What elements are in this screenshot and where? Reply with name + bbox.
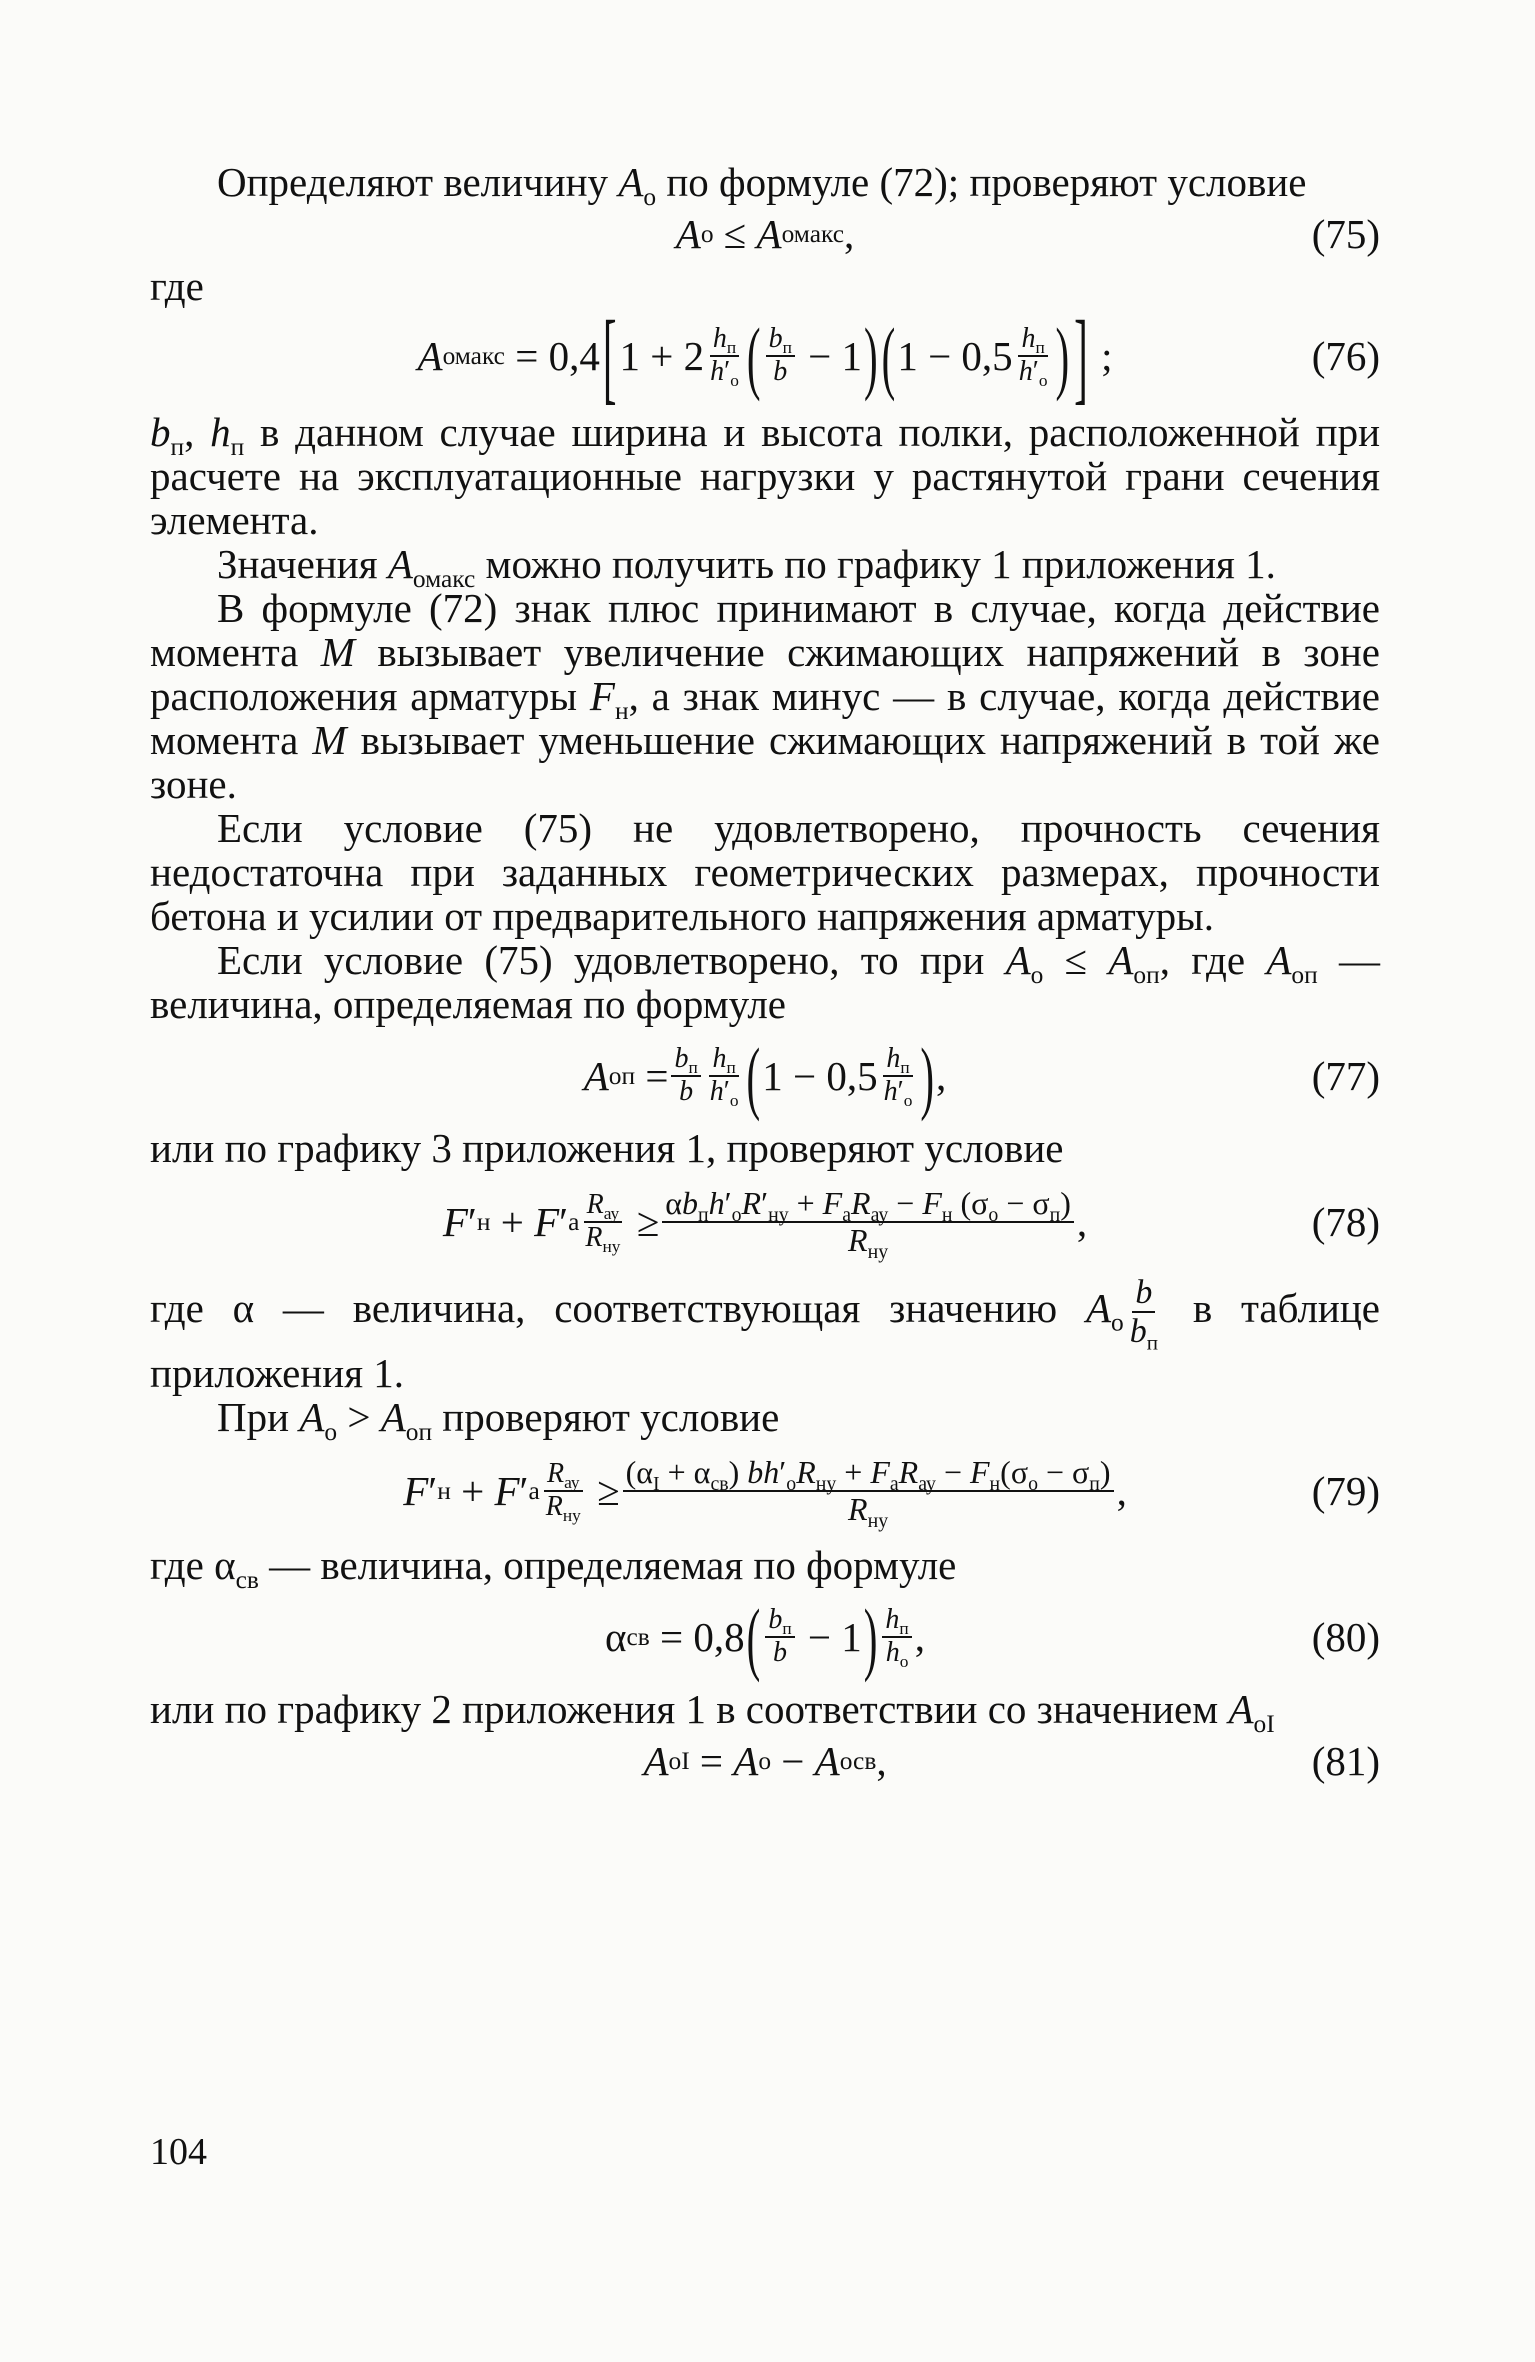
equation-number: (76) [1311,333,1380,379]
paragraph-4: В формуле (72) знак плюс принимают в случае, когда действие момента M вызывает увеличение сжимающих напряжений в зоне расположения арматуры $F_н$, а знак минус — в случае, когда действие момента M вызывает уменьшение сжимающих напряжений в той же зоне. [150,585,1381,807]
equation-75: A о ≤ A омакс , (75) [675,211,1380,257]
paragraph-8: где α — величина, соответствующая значению $A_о$ b $b_п$ в таблице приложения 1. [150,1274,1381,1396]
where-label: где [150,263,204,309]
equation-number: (75) [1311,211,1380,257]
paragraph-2: $b_п$, $h_п$ в данном случае ширина и высота полки, расположенной при расчете на эксплуатационные нагрузки у растянутой грани сечения элемента. [150,409,1381,543]
paragraph-7: или по графику 3 приложения 1, проверяют условие [150,1125,1064,1171]
paragraph-9: При $A_о > A_{оп}$ проверяют условие [217,1393,780,1446]
paragraph-1: Определяют величину $A_о$ по формуле (72); проверяют условие [217,159,1307,211]
equation-number: (80) [1311,1613,1380,1660]
paragraph-6: Если условие (75) удовлетворено, то при $A_о \le A_{оп}$, где $A_{оп}$ — величина, определяемая по формуле [150,937,1380,1027]
paragraph-5: Если условие (75) не удовлетворено, прочность сечения недостаточна при заданных геометрических размерах, прочности бетона и усилии от предварительного напряжения арматуры. [150,805,1380,939]
equation-80: α св = 0,8 ( $b_п$ b − 1 ) $h_п$ $h_о$ , (80) [605,1590,1380,1683]
equation-number: (78) [1311,1199,1380,1245]
equation-number: (81) [1311,1737,1380,1784]
paragraph-3: Значения $A_{омакс}$ можно получить по графику 1 приложения 1. [217,541,1276,593]
paragraph-10: где $\alpha_{св}$ — величина, определяемая по формуле [150,1541,957,1594]
equation-77: A оп = $b_п$ b $h_п$ $h'_о$ ( 1 − 0,5 $h_п$ $h'_о$ ) , (77) [583,1030,1380,1122]
equation-76: A омакс = 0,4 [ 1 + 2 $h_п$ $h'_о$ ( $b_п$ b − 1 ) ( 1 − 0,5 $h_п$ $h'_о$ ) ] ; (76) [417,298,1380,414]
equation-number: (79) [1311,1467,1380,1514]
equation-number: (77) [1311,1053,1380,1099]
page-content [150,160,1380,1791]
equation-79: F ′ н + F ′ а $R_{ау}$ $R_{ну}$ ≥ $(\alpha_I + \alpha_{св}) bh'_оR_{ну} + F_аR_{ау} - F_н(\sigma_о - \sigma_п)$ $R_{ну}$ , (79) [403,1453,1380,1532]
page-number: 104 [150,2131,207,2173]
equation-81: A оI = A о − A осв , (81) [643,1737,1380,1784]
equation-78: F ′ н + F ′ а $R_{ау}$ $R_{ну}$ ≥ $\alpha b_пh'_оR'_{ну} + F_аR_{ау} - F_н$ $(\sigma_о - \sigma_п)$ $R_{ну}$ , (78) [442,1184,1380,1263]
paragraph-11: или по графику 2 приложения 1 в соответствии со значением $A_{оI}$ [150,1685,1275,1738]
